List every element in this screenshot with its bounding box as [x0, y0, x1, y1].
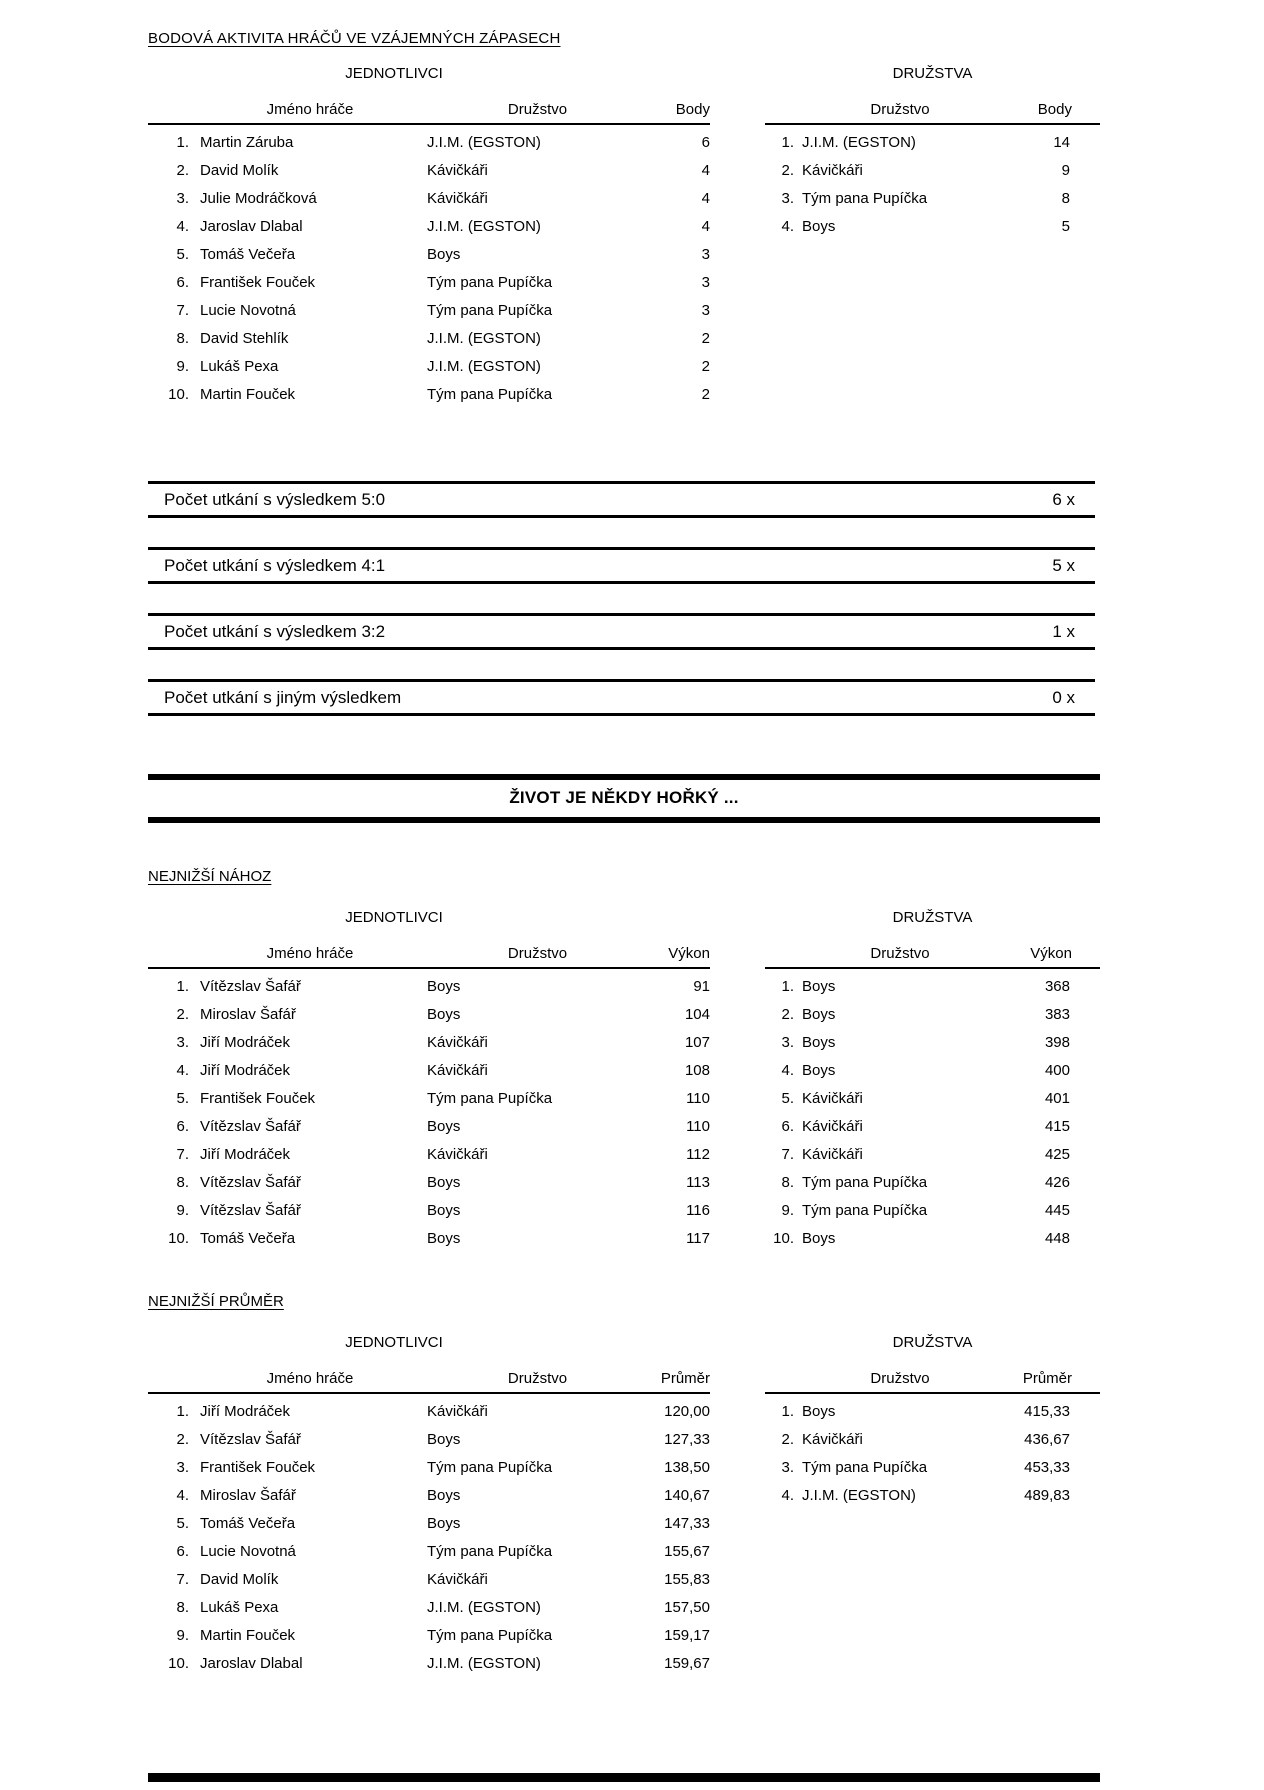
average-cell: 147,33 [664, 1515, 710, 1532]
points-cell: 3 [701, 274, 710, 291]
team-cell: J.I.M. (EGSTON) [427, 1655, 541, 1672]
rank-cell: 6. [176, 1543, 189, 1560]
rank-cell: 9. [781, 1202, 794, 1219]
table-header [148, 101, 710, 125]
player-name-header: Jméno hráče [266, 1370, 354, 1387]
team-header: Družstvo [507, 945, 568, 962]
result-count-box [148, 547, 1095, 584]
points-cell: 2 [701, 358, 710, 375]
result-count-label: Počet utkání s výsledkem 4:1 [164, 555, 386, 575]
table-row [765, 1398, 1100, 1426]
points-header: Body [675, 101, 710, 118]
rank-cell: 8. [176, 330, 189, 347]
table-row [765, 1169, 1100, 1197]
team-cell: Boys [802, 978, 836, 995]
average-cell: 436,67 [1024, 1431, 1070, 1448]
player-name-cell: Vítězslav Šafář [200, 1202, 301, 1219]
average-cell: 159,67 [664, 1655, 710, 1672]
lowest-average-section [148, 1334, 1264, 1678]
table-row [148, 1197, 710, 1225]
player-name-cell: Julie Modráčková [200, 190, 317, 207]
team-cell: J.I.M. (EGSTON) [427, 218, 541, 235]
table-row [765, 213, 1100, 241]
rank-cell: 1. [781, 134, 794, 151]
team-cell: Boys [802, 1034, 836, 1051]
average-cell: 489,83 [1024, 1487, 1070, 1504]
table-header [765, 945, 1100, 969]
team-cell: Kávičkáři [427, 190, 488, 207]
performance-cell: 107 [684, 1034, 710, 1051]
lowest-throw-section [148, 909, 1264, 1253]
rank-cell: 9. [176, 1627, 189, 1644]
team-cell: Tým pana Pupíčka [427, 1459, 553, 1476]
individuals-caption: JEDNOTLIVCI [345, 1334, 443, 1351]
table-body [148, 1394, 710, 1678]
team-header: Družstvo [507, 101, 568, 118]
team-cell: Kávičkáři [802, 1118, 863, 1135]
rank-cell: 8. [176, 1174, 189, 1191]
player-name-cell: Jiří Modráček [200, 1034, 291, 1051]
player-name-cell: František Fouček [200, 1090, 316, 1107]
table-row [765, 1029, 1100, 1057]
result-count-value: 5 x [1052, 555, 1075, 575]
rank-cell: 7. [176, 1146, 189, 1163]
rank-cell: 8. [176, 1599, 189, 1616]
rank-cell: 9. [176, 358, 189, 375]
player-name-cell: Jaroslav Dlabal [200, 1655, 303, 1672]
result-count-label: Počet utkání s jiným výsledkem [164, 687, 402, 707]
performance-cell: 415 [1044, 1118, 1070, 1135]
table-body [148, 125, 710, 409]
table-row [148, 381, 710, 409]
performance-header: Výkon [668, 945, 710, 962]
performance-cell: 112 [686, 1146, 710, 1163]
player-name-cell: Miroslav Šafář [200, 1006, 296, 1023]
player-name-cell: Lucie Novotná [200, 1543, 296, 1560]
average-cell: 155,83 [664, 1571, 710, 1588]
team-cell: Boys [427, 1431, 461, 1448]
table-row [148, 1510, 710, 1538]
performance-cell: 445 [1044, 1202, 1070, 1219]
throw-teams-table [765, 909, 1100, 1253]
team-cell: Boys [802, 1230, 836, 1247]
individuals-caption: JEDNOTLIVCI [345, 909, 443, 926]
table-row [148, 1482, 710, 1510]
performance-cell: 110 [686, 1118, 710, 1135]
table-row [765, 157, 1100, 185]
table-row [148, 1001, 710, 1029]
rank-cell: 2. [781, 1006, 794, 1023]
result-count-value: 0 x [1052, 687, 1075, 707]
points-cell: 2 [701, 330, 710, 347]
rank-cell: 1. [176, 978, 189, 995]
table-row [148, 1426, 710, 1454]
table-row [148, 1085, 710, 1113]
table-row [148, 1566, 710, 1594]
team-cell: Boys [427, 1174, 461, 1191]
table-row [765, 1001, 1100, 1029]
performance-cell: 425 [1044, 1146, 1070, 1163]
team-cell: Kávičkáři [802, 1431, 863, 1448]
rank-cell: 10. [168, 386, 189, 403]
player-name-cell: Vítězslav Šafář [200, 1174, 301, 1191]
table-header [765, 1370, 1100, 1394]
rank-cell: 5. [176, 1090, 189, 1107]
performance-cell: 448 [1044, 1230, 1070, 1247]
bottom-rule [148, 1773, 1100, 1782]
table-header [148, 1370, 710, 1394]
team-cell: Kávičkáři [802, 1146, 863, 1163]
lowest-average-heading: NEJNIŽŠÍ PRŮMĚR [148, 1293, 284, 1310]
rank-cell: 3. [176, 1459, 189, 1476]
rank-cell: 4. [781, 218, 794, 235]
rank-cell: 6. [176, 274, 189, 291]
divider-title: ŽIVOT JE NĚKDY HOŘKÝ ... [509, 788, 739, 807]
page-title: BODOVÁ AKTIVITA HRÁČŮ VE VZÁJEMNÝCH ZÁPASECH [148, 30, 561, 47]
player-name-cell: Martin Fouček [200, 386, 296, 403]
table-row [148, 1454, 710, 1482]
team-cell: Boys [427, 1118, 461, 1135]
performance-cell: 117 [686, 1230, 710, 1247]
section-divider [148, 774, 1100, 823]
points-cell: 14 [1053, 134, 1070, 151]
table-row [148, 1169, 710, 1197]
table-row [765, 973, 1100, 1001]
average-cell: 155,67 [664, 1543, 710, 1560]
player-name-cell: David Molík [200, 1571, 279, 1588]
team-cell: Boys [802, 1403, 836, 1420]
team-cell: Boys [802, 218, 836, 235]
team-cell: Kávičkáři [427, 1571, 488, 1588]
average-cell: 140,67 [664, 1487, 710, 1504]
team-cell: Tým pana Pupíčka [802, 1174, 928, 1191]
points-cell: 9 [1061, 162, 1070, 179]
points-cell: 8 [1061, 190, 1070, 207]
player-name-cell: Vítězslav Šafář [200, 1431, 301, 1448]
points-cell: 4 [701, 218, 710, 235]
result-count-label: Počet utkání s výsledkem 5:0 [164, 489, 386, 509]
table-row [148, 1225, 710, 1253]
rank-cell: 1. [781, 1403, 794, 1420]
lowest-throw-heading: NEJNIŽŠÍ NÁHOZ [148, 868, 272, 885]
average-cell: 120,00 [664, 1403, 710, 1420]
table-row [148, 185, 710, 213]
result-count-box [148, 481, 1095, 518]
performance-cell: 113 [686, 1174, 710, 1191]
team-cell: J.I.M. (EGSTON) [802, 134, 916, 151]
player-name-cell: František Fouček [200, 274, 316, 291]
table-row [765, 1141, 1100, 1169]
rank-cell: 9. [176, 1202, 189, 1219]
points-cell: 3 [701, 246, 710, 263]
points-cell: 2 [701, 386, 710, 403]
average-cell: 159,17 [664, 1627, 710, 1644]
average-teams-table [765, 1334, 1100, 1678]
performance-cell: 110 [686, 1090, 710, 1107]
table-row [148, 325, 710, 353]
teams-caption: DRUŽSTVA [892, 909, 973, 926]
table-row [765, 1085, 1100, 1113]
team-header: Družstvo [507, 1370, 568, 1387]
rank-cell: 6. [176, 1118, 189, 1135]
rank-cell: 2. [176, 162, 189, 179]
performance-cell: 91 [693, 978, 710, 995]
result-count-box [148, 613, 1095, 650]
points-cell: 4 [701, 190, 710, 207]
average-cell: 138,50 [664, 1459, 710, 1476]
rank-cell: 10. [168, 1655, 189, 1672]
team-cell: Kávičkáři [802, 1090, 863, 1107]
points-cell: 4 [701, 162, 710, 179]
team-cell: Tým pana Pupíčka [802, 190, 928, 207]
table-row [765, 1225, 1100, 1253]
team-cell: Boys [427, 1006, 461, 1023]
table-row [148, 1650, 710, 1678]
player-name-cell: David Molík [200, 162, 279, 179]
rank-cell: 3. [176, 190, 189, 207]
team-cell: Tým pana Pupíčka [427, 302, 553, 319]
rank-cell: 4. [781, 1487, 794, 1504]
table-row [148, 353, 710, 381]
team-cell: Kávičkáři [427, 1146, 488, 1163]
team-cell: Tým pana Pupíčka [802, 1202, 928, 1219]
table-row [765, 185, 1100, 213]
table-body [148, 969, 710, 1253]
points-cell: 3 [701, 302, 710, 319]
team-cell: Boys [427, 1202, 461, 1219]
player-name-cell: Vítězslav Šafář [200, 1118, 301, 1135]
performance-cell: 400 [1044, 1062, 1070, 1079]
team-cell: Boys [427, 1487, 461, 1504]
player-name-cell: Miroslav Šafář [200, 1487, 296, 1504]
team-header: Družstvo [870, 945, 930, 962]
rank-cell: 8. [781, 1174, 794, 1191]
table-row [148, 129, 710, 157]
rank-cell: 5. [781, 1090, 794, 1107]
rank-cell: 5. [176, 246, 189, 263]
rank-cell: 5. [176, 1515, 189, 1532]
team-cell: Boys [427, 246, 461, 263]
team-header: Družstvo [870, 101, 930, 118]
performance-cell: 104 [684, 1006, 710, 1023]
table-row [148, 157, 710, 185]
team-cell: Kávičkáři [427, 1034, 488, 1051]
performance-cell: 368 [1044, 978, 1070, 995]
rank-cell: 7. [781, 1146, 794, 1163]
table-row [148, 269, 710, 297]
player-name-cell: Lukáš Pexa [200, 358, 279, 375]
points-header: Body [1037, 101, 1072, 118]
table-row [148, 1622, 710, 1650]
table-row [765, 1057, 1100, 1085]
rank-cell: 3. [781, 190, 794, 207]
table-row [148, 1113, 710, 1141]
table-header [765, 101, 1100, 125]
rank-cell: 2. [176, 1431, 189, 1448]
player-name-header: Jméno hráče [266, 945, 354, 962]
team-cell: J.I.M. (EGSTON) [427, 134, 541, 151]
rank-cell: 4. [781, 1062, 794, 1079]
table-row [765, 1197, 1100, 1225]
team-cell: Tým pana Pupíčka [427, 386, 553, 403]
team-cell: Boys [427, 1515, 461, 1532]
result-count-boxes [148, 481, 1264, 716]
performance-cell: 116 [686, 1202, 710, 1219]
team-cell: Tým pana Pupíčka [802, 1459, 928, 1476]
table-body [765, 1394, 1100, 1510]
table-row [148, 297, 710, 325]
performance-cell: 108 [684, 1062, 710, 1079]
table-row [148, 241, 710, 269]
player-name-cell: Lucie Novotná [200, 302, 296, 319]
player-name-cell: Tomáš Večeřa [200, 1515, 296, 1532]
table-row [148, 1141, 710, 1169]
rank-cell: 10. [773, 1230, 794, 1247]
table-row [765, 1454, 1100, 1482]
table-row [148, 1057, 710, 1085]
rank-cell: 7. [176, 1571, 189, 1588]
team-cell: Kávičkáři [427, 162, 488, 179]
player-name-cell: David Stehlík [200, 330, 289, 347]
average-cell: 453,33 [1024, 1459, 1070, 1476]
rank-cell: 2. [781, 1431, 794, 1448]
average-cell: 415,33 [1024, 1403, 1070, 1420]
table-body [765, 969, 1100, 1253]
table-header [148, 945, 710, 969]
average-individuals-table [148, 1334, 710, 1678]
table-body [765, 125, 1100, 241]
player-name-header: Jméno hráče [266, 101, 354, 118]
team-cell: Tým pana Pupíčka [427, 1543, 553, 1560]
team-cell: Boys [427, 1230, 461, 1247]
rank-cell: 1. [781, 978, 794, 995]
rank-cell: 3. [176, 1034, 189, 1051]
rank-cell: 4. [176, 218, 189, 235]
throw-individuals-table [148, 909, 710, 1253]
table-row [148, 1029, 710, 1057]
player-name-cell: Jiří Modráček [200, 1146, 291, 1163]
performance-cell: 398 [1044, 1034, 1070, 1051]
team-cell: Boys [802, 1006, 836, 1023]
result-count-value: 6 x [1052, 489, 1075, 509]
average-cell: 157,50 [664, 1599, 710, 1616]
average-header: Průměr [660, 1370, 710, 1387]
performance-header: Výkon [1030, 945, 1072, 962]
individuals-caption: JEDNOTLIVCI [345, 65, 443, 82]
rank-cell: 3. [781, 1459, 794, 1476]
rank-cell: 3. [781, 1034, 794, 1051]
team-cell: J.I.M. (EGSTON) [802, 1487, 916, 1504]
average-cell: 127,33 [664, 1431, 710, 1448]
table-row [148, 213, 710, 241]
team-cell: Boys [802, 1062, 836, 1079]
player-name-cell: Tomáš Večeřa [200, 246, 296, 263]
rank-cell: 1. [176, 134, 189, 151]
team-cell: Kávičkáři [802, 162, 863, 179]
team-cell: Kávičkáři [427, 1062, 488, 1079]
player-name-cell: Tomáš Večeřa [200, 1230, 296, 1247]
rank-cell: 2. [176, 1006, 189, 1023]
points-cell: 5 [1061, 218, 1070, 235]
team-header: Družstvo [870, 1370, 930, 1387]
team-cell: J.I.M. (EGSTON) [427, 1599, 541, 1616]
result-count-box [148, 679, 1095, 716]
player-name-cell: Jiří Modráček [200, 1403, 291, 1420]
points-teams-table [765, 65, 1100, 409]
player-name-cell: Martin Fouček [200, 1627, 296, 1644]
table-row [148, 1538, 710, 1566]
table-row [148, 1594, 710, 1622]
table-row [765, 1426, 1100, 1454]
team-cell: Tým pana Pupíčka [427, 274, 553, 291]
performance-cell: 426 [1044, 1174, 1070, 1191]
rank-cell: 4. [176, 1062, 189, 1079]
points-individuals-table [148, 65, 710, 409]
player-name-cell: Lukáš Pexa [200, 1599, 279, 1616]
rank-cell: 1. [176, 1403, 189, 1420]
team-cell: Boys [427, 978, 461, 995]
result-count-label: Počet utkání s výsledkem 3:2 [164, 621, 386, 641]
points-cell: 6 [701, 134, 710, 151]
teams-caption: DRUŽSTVA [892, 1334, 973, 1351]
team-cell: Tým pana Pupíčka [427, 1090, 553, 1107]
result-count-value: 1 x [1052, 621, 1075, 641]
rank-cell: 4. [176, 1487, 189, 1504]
player-name-cell: Vítězslav Šafář [200, 978, 301, 995]
player-name-cell: Jiří Modráček [200, 1062, 291, 1079]
rank-cell: 6. [781, 1118, 794, 1135]
player-name-cell: Martin Záruba [200, 134, 294, 151]
points-section [148, 65, 1264, 409]
rank-cell: 7. [176, 302, 189, 319]
table-row [765, 1113, 1100, 1141]
team-cell: J.I.M. (EGSTON) [427, 330, 541, 347]
table-row [765, 1482, 1100, 1510]
teams-caption: DRUŽSTVA [892, 65, 973, 82]
player-name-cell: Jaroslav Dlabal [200, 218, 303, 235]
rank-cell: 2. [781, 162, 794, 179]
player-name-cell: František Fouček [200, 1459, 316, 1476]
average-header: Průměr [1022, 1370, 1072, 1387]
team-cell: Tým pana Pupíčka [427, 1627, 553, 1644]
performance-cell: 401 [1044, 1090, 1070, 1107]
table-row [765, 129, 1100, 157]
team-cell: Kávičkáři [427, 1403, 488, 1420]
table-row [148, 1398, 710, 1426]
performance-cell: 383 [1044, 1006, 1070, 1023]
team-cell: J.I.M. (EGSTON) [427, 358, 541, 375]
rank-cell: 10. [168, 1230, 189, 1247]
table-row [148, 973, 710, 1001]
